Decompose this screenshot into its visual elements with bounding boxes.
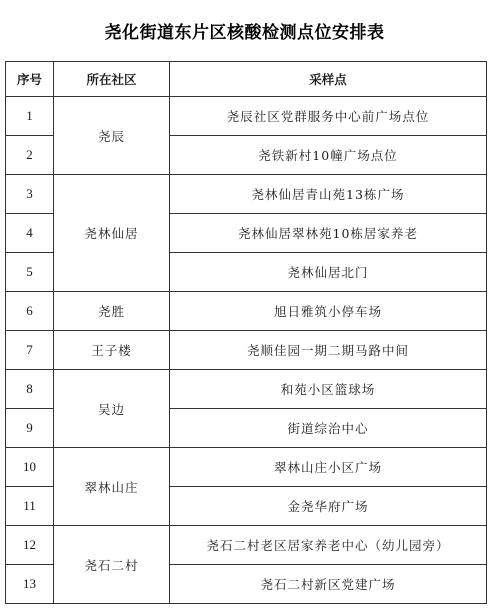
sampling-site-cell: 尧石二村新区党建广场 <box>170 565 487 604</box>
table-row <box>6 175 487 214</box>
table-row <box>6 97 487 136</box>
table-row <box>6 331 487 370</box>
sampling-site-cell: 尧林仙居翠林苑10栋居家养老 <box>170 214 487 253</box>
sampling-site-cell: 尧石二村老区居家养老中心（幼儿园旁） <box>170 526 487 565</box>
row-index: 6 <box>6 292 54 331</box>
row-index: 13 <box>6 565 54 604</box>
row-index: 1 <box>6 97 54 136</box>
sampling-site-cell: 翠林山庄小区广场 <box>170 448 487 487</box>
header-index: 序号 <box>6 62 54 97</box>
row-index: 10 <box>6 448 54 487</box>
row-index: 4 <box>6 214 54 253</box>
sampling-site-cell: 尧林仙居青山苑13栋广场 <box>170 175 487 214</box>
row-index: 8 <box>6 370 54 409</box>
sampling-site-cell: 旭日雅筑小停车场 <box>170 292 487 331</box>
row-index: 11 <box>6 487 54 526</box>
sampling-site-cell: 尧顺佳园一期二期马路中间 <box>170 331 487 370</box>
community-cell: 王子楼 <box>54 331 170 370</box>
sampling-site-table <box>5 61 487 604</box>
page-title: 尧化街道东片区核酸检测点位安排表 <box>104 23 385 43</box>
table-row <box>6 448 487 487</box>
community-cell: 翠林山庄 <box>54 448 170 526</box>
community-cell: 尧石二村 <box>54 526 170 604</box>
community-cell: 尧胜 <box>54 292 170 331</box>
table-row <box>6 526 487 565</box>
sampling-site-cell: 尧铁新村10幢广场点位 <box>170 136 487 175</box>
header-sampling-site: 采样点 <box>170 62 487 97</box>
row-index: 3 <box>6 175 54 214</box>
community-cell: 吴边 <box>54 370 170 448</box>
table-row <box>6 292 487 331</box>
row-index: 7 <box>6 331 54 370</box>
community-cell: 尧林仙居 <box>54 175 170 292</box>
table-header-row <box>6 62 487 97</box>
row-index: 12 <box>6 526 54 565</box>
row-index: 2 <box>6 136 54 175</box>
sampling-site-cell: 金尧华府广场 <box>170 487 487 526</box>
sampling-site-cell: 尧林仙居北门 <box>170 253 487 292</box>
sampling-site-cell: 尧辰社区党群服务中心前广场点位 <box>170 97 487 136</box>
community-cell: 尧辰 <box>54 97 170 175</box>
row-index: 5 <box>6 253 54 292</box>
row-index: 9 <box>6 409 54 448</box>
sampling-site-cell: 和苑小区篮球场 <box>170 370 487 409</box>
table-row <box>6 370 487 409</box>
header-community: 所在社区 <box>54 62 170 97</box>
sampling-site-cell: 街道综治中心 <box>170 409 487 448</box>
